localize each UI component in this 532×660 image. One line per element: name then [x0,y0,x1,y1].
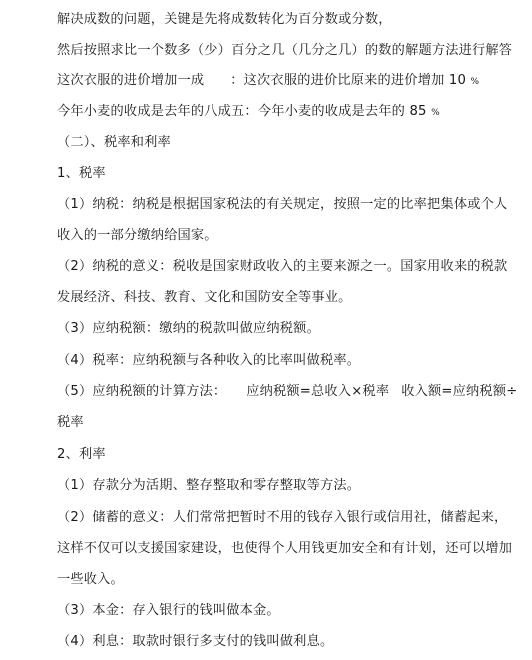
text-segment: （5）应纳税额的计算方法： [57,384,227,399]
text-line: （1）纳税：纳税是根据国家税法的有关规定，按照一定的比率把集体或个人 [57,197,508,212]
text-line: （4）利息：取款时银行多支付的钱叫做利息。 [57,634,334,649]
section-heading: （二）、税率和利率 [57,135,171,150]
text-line [57,72,512,91]
text-line: （4）税率：应纳税额与各种收入的比率叫做税率。 [57,353,361,368]
text-line: （2）纳税的意义：税收是国家财政收入的主要来源之一。国家用收来的税款 [57,259,508,274]
text-line: 收入的一部分缴纳给国家。 [57,228,218,243]
text-line: （3）本金：存入银行的钱叫做本金。 [57,603,280,618]
formula-income: 收入额=应纳税额÷ [401,384,518,399]
percent-sign: % [470,77,480,87]
text-line: 发展经济、科技、教育、文化和国防安全等事业。 [57,290,352,305]
text-line: 然后按照求比一个数多（少）百分之几（几分之几）的数的解题方法进行解答 [57,43,513,58]
text-line [57,103,512,122]
text-line: 税率 [57,415,84,430]
subsection-heading: 1、税率 [57,166,106,181]
text-line: 这样不仅可以支援国家建设，也使得个人用钱更加安全和有计划，还可以增加 [57,541,513,556]
text-segment: 这次衣服的进价增加一成 [57,73,205,88]
text-line [57,383,518,401]
text-line: 一些收入。 [57,572,124,587]
text-line: 解决成数的问题，关键是先将成数转化为百分数或分数， [57,12,392,27]
text-segment: ：这次衣服的进价比原来的进价增加 10 [230,73,467,88]
text-line: （1）存款分为活期、整存整取和零存整取等方法。 [57,478,361,493]
subsection-heading: 2、利率 [57,447,106,462]
percent-sign: % [431,108,440,118]
text-segment: 今年小麦的收成是去年的八成五：今年小麦的收成是去年的 85 [57,104,427,119]
text-line: （2）储蓄的意义：人们常常把暂时不用的钱存入银行或信用社，储蓄起来， [57,510,508,525]
formula-tax: 应纳税额=总收入×税率 [246,384,390,399]
text-line: （3）应纳税额：缴纳的税款叫做应纳税额。 [57,321,320,336]
